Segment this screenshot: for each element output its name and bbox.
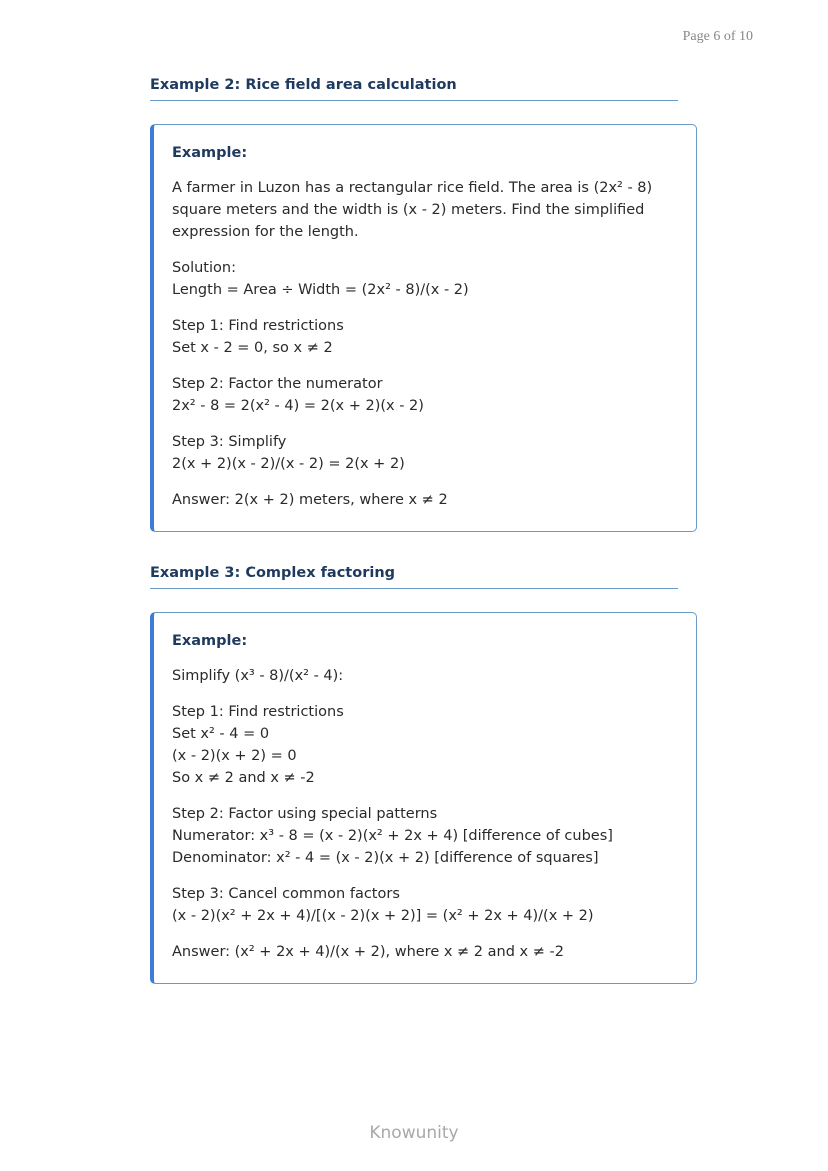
text-line: Step 1: Find restrictions: [172, 318, 344, 334]
text-line: So x ≠ 2 and x ≠ -2: [172, 770, 315, 786]
answer-block: [172, 941, 676, 963]
text-line: Step 3: Cancel common factors: [172, 886, 400, 902]
problem-statement: [172, 177, 676, 243]
example-card-complex-factoring: [150, 612, 697, 984]
step-1-block: [172, 701, 676, 789]
section-title-example-3: Example 3: Complex factoring: [150, 565, 678, 589]
text-line: Step 1: Find restrictions: [172, 704, 344, 720]
text-line: 2x² - 8 = 2(x² - 4) = 2(x + 2)(x - 2): [172, 398, 424, 414]
text-line: (x - 2)(x² + 2x + 4)/[(x - 2)(x + 2)] = (x² + 2x + 4)/(x + 2): [172, 908, 594, 924]
text-line: Set x - 2 = 0, so x ≠ 2: [172, 340, 333, 356]
example-card-rice-field: [150, 124, 697, 532]
step-3-block: [172, 883, 676, 927]
step-2-block: [172, 373, 676, 417]
text-line: Numerator: x³ - 8 = (x - 2)(x² + 2x + 4) [difference of cubes]: [172, 828, 613, 844]
answer-block: [172, 489, 676, 511]
text-line: Step 3: Simplify: [172, 434, 287, 450]
text-line: Step 2: Factor using special patterns: [172, 806, 438, 822]
text-line: Step 2: Factor the numerator: [172, 376, 383, 392]
text-line: 2(x + 2)(x - 2)/(x - 2) = 2(x + 2): [172, 456, 405, 472]
step-2-block: [172, 803, 676, 869]
text-line: Simplify (x³ - 8)/(x² - 4):: [172, 668, 344, 684]
text-line: Answer: (x² + 2x + 4)/(x + 2), where x ≠ 2 and x ≠ -2: [172, 944, 564, 960]
step-3-block: [172, 431, 676, 475]
footer-brand: Knowunity: [369, 1123, 459, 1143]
step-1-block: [172, 315, 676, 359]
card-label: Example:: [172, 633, 248, 649]
text-line: Answer: 2(x + 2) meters, where x ≠ 2: [172, 492, 448, 508]
page-indicator: Page 6 of 10: [682, 29, 753, 44]
card-label: Example:: [172, 145, 248, 161]
text-line: expression for the length.: [172, 224, 359, 240]
text-line: (x - 2)(x + 2) = 0: [172, 748, 297, 764]
text-line: Solution:: [172, 260, 236, 276]
solution-block: [172, 257, 676, 301]
text-line: Length = Area ÷ Width = (2x² - 8)/(x - 2): [172, 282, 469, 298]
text-line: Set x² - 4 = 0: [172, 726, 270, 742]
problem-statement: [172, 665, 676, 687]
text-line: Denominator: x² - 4 = (x - 2)(x + 2) [difference of squares]: [172, 850, 599, 866]
text-line: A farmer in Luzon has a rectangular rice field. The area is (2x² - 8): [172, 180, 653, 196]
section-title-example-2: Example 2: Rice field area calculation: [150, 77, 678, 101]
text-line: square meters and the width is (x - 2) meters. Find the simplified: [172, 202, 645, 218]
